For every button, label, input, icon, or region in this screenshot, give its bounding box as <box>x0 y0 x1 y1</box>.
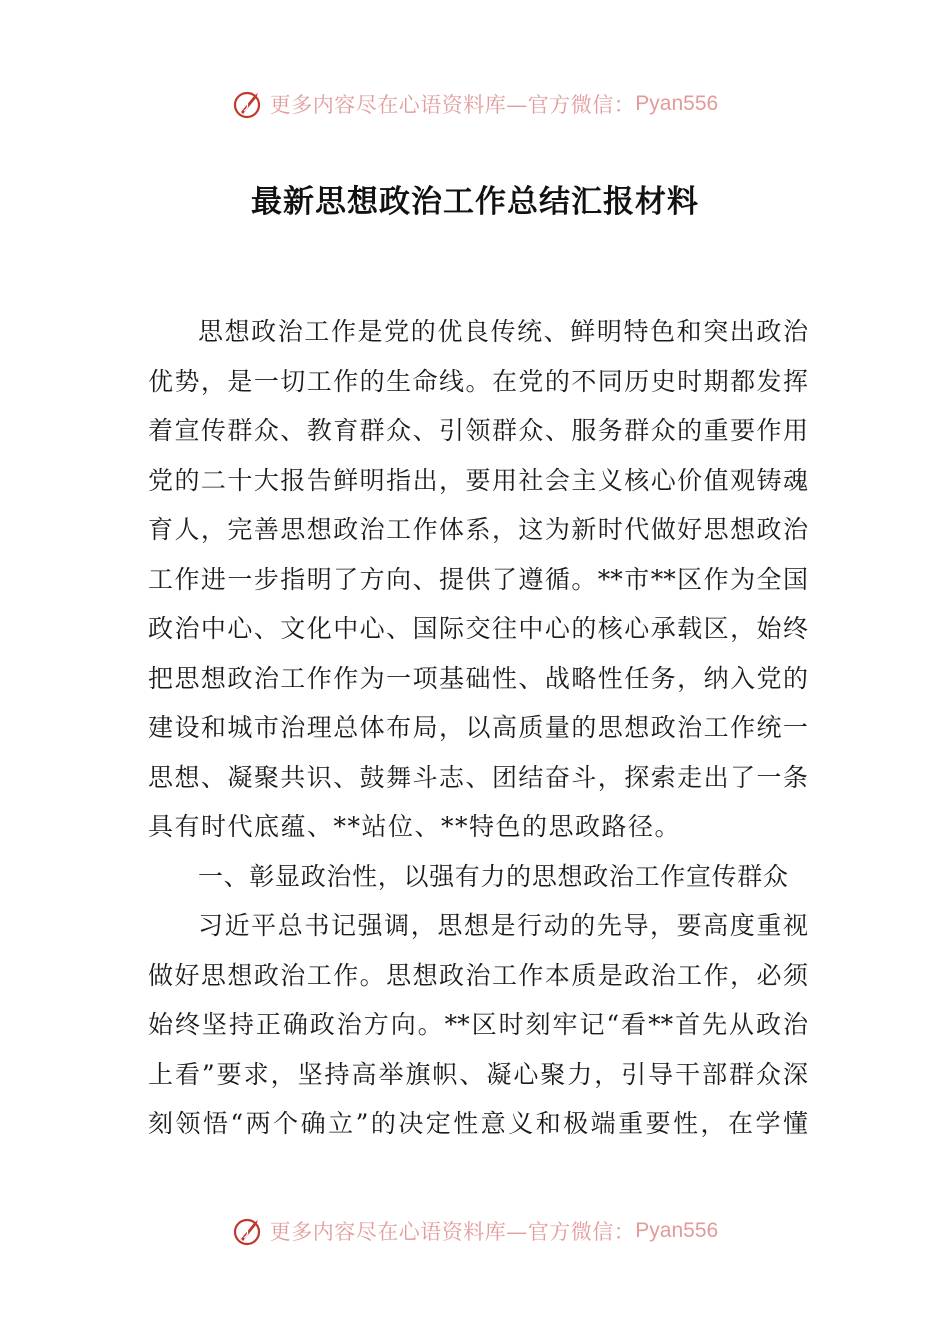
paragraph-line: 育人，完善思想政治工作体系，这为新时代做好思想政治 <box>148 515 808 544</box>
paragraph-line: 做好思想政治工作。思想政治工作本质是政治工作，必须 <box>148 961 808 990</box>
watermark-wechat-id: Pyan556 <box>635 92 719 115</box>
paragraph-line: 思想政治工作是党的优良传统、鲜明特色和突出政治 <box>198 317 808 346</box>
paragraph-line: 思想、凝聚共识、鼓舞斗志、团结奋斗，探索走出了一条 <box>148 763 808 792</box>
pen-logo-icon <box>232 87 266 121</box>
paragraph-line: 上看”要求，坚持高举旗帜、凝心聚力，引导干部群众深 <box>148 1060 808 1089</box>
document-title: 最新思想政治工作总结汇报材料 <box>251 184 699 220</box>
pen-logo-icon <box>232 1214 266 1248</box>
paragraph-line: 政治中心、文化中心、国际交往中心的核心承载区，始终 <box>148 614 808 643</box>
section-heading: 一、彰显政治性，以强有力的思想政治工作宣传群众 <box>198 862 788 891</box>
watermark-text: 更多内容尽在心语资料库—官方微信： <box>269 1220 636 1244</box>
paragraph-line: 党的二十大报告鲜明指出，要用社会主义核心价值观铸魂 <box>148 466 808 495</box>
watermark-wechat-id: Pyan556 <box>635 1219 719 1242</box>
watermark-footer <box>0 1211 950 1251</box>
paragraph-line: 刻领悟“两个确立”的决定性意义和极端重要性，在学懂 <box>148 1109 808 1138</box>
watermark-header <box>0 84 950 124</box>
watermark-text: 更多内容尽在心语资料库—官方微信： <box>269 93 636 117</box>
paragraph-line: 工作进一步指明了方向、提供了遵循。**市**区作为全国 <box>148 565 808 594</box>
paragraph-line: 着宣传群众、教育群众、引领群众、服务群众的重要作用 <box>148 416 808 445</box>
paragraph-line: 习近平总书记强调，思想是行动的先导，要高度重视 <box>198 911 808 940</box>
paragraph-line: 优势，是一切工作的生命线。在党的不同历史时期都发挥 <box>148 367 808 396</box>
paragraph-line: 建设和城市治理总体布局，以高质量的思想政治工作统一 <box>148 713 808 742</box>
paragraph-line: 始终坚持正确政治方向。**区时刻牢记“看**首先从政治 <box>148 1010 808 1039</box>
paragraph-line: 具有时代底蕴、**站位、**特色的思政路径。 <box>148 812 682 841</box>
paragraph-line: 把思想政治工作作为一项基础性、战略性任务，纳入党的 <box>148 664 808 693</box>
